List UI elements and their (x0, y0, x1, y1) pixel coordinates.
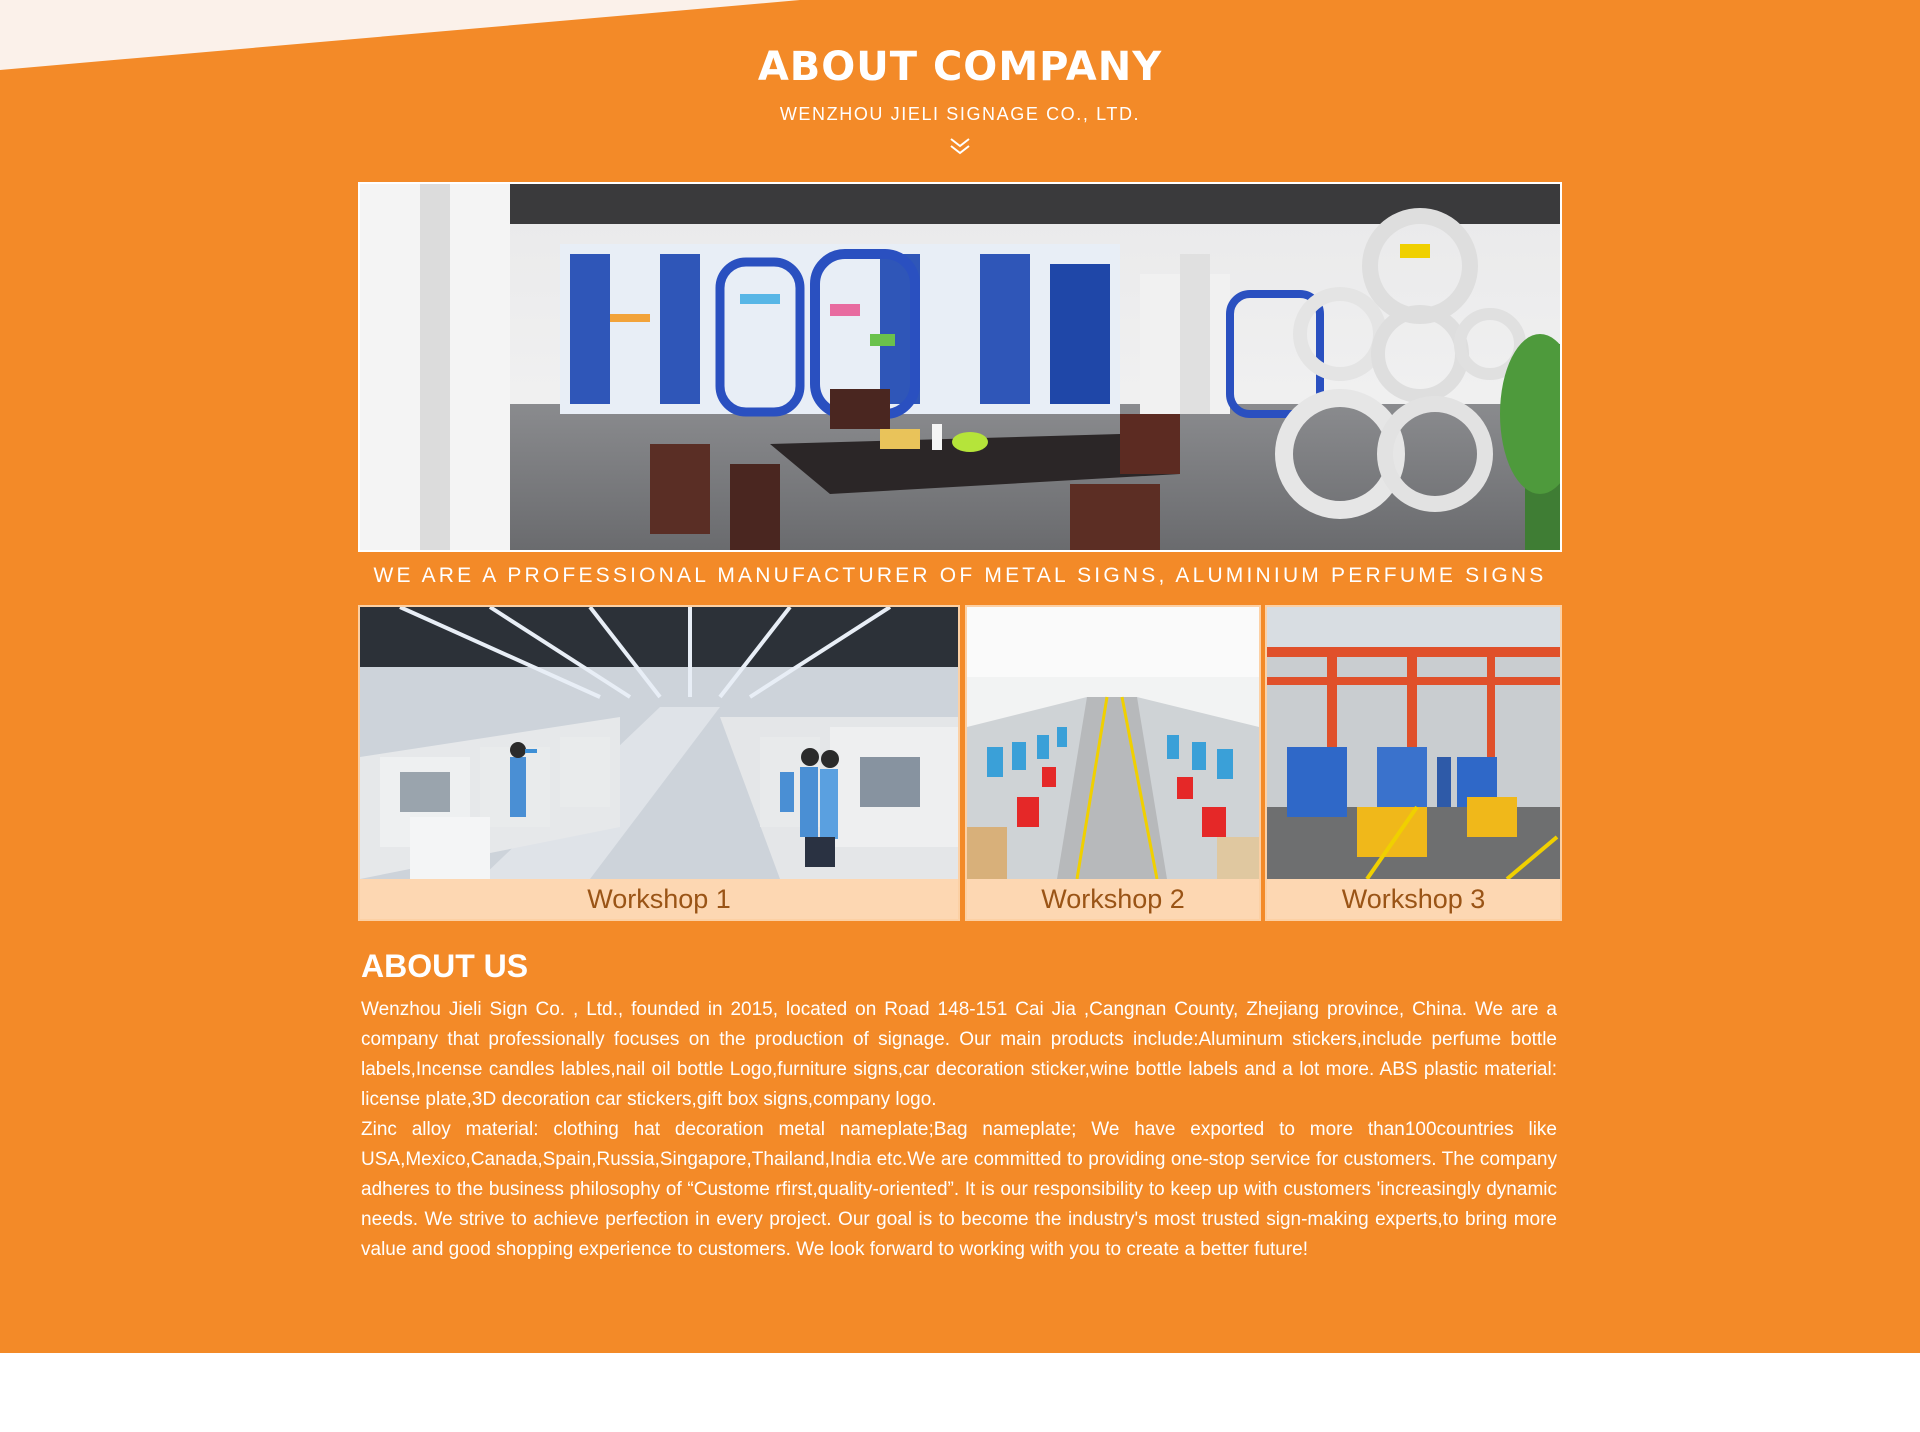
about-us-heading: ABOUT US (361, 948, 529, 984)
workshop-photo (360, 607, 958, 879)
section-subtitle: WENZHOU JIELI SIGNAGE CO., LTD. (779, 104, 1141, 124)
tagline: WE ARE A PROFESSIONAL MANUFACTURER OF METAL SIGNS, ALUMINIUM PERFUME SIGNS (373, 564, 1547, 587)
showroom-photo (358, 182, 1562, 552)
workshop-photo (1267, 607, 1560, 879)
workshop-caption: Workshop 2 (967, 879, 1259, 919)
double-chevron-down-icon (948, 136, 972, 156)
about-paragraph-2: Zinc alloy material: clothing hat decoration metal nameplate;Bag nameplate; We have exported to more than100countries like USA,Mexico,Canada,Spain,Russia,Singapore,Thailand,India etc.We are committed to providing one-stop service for customers. The company adheres to the business philosophy of “Custome rfirst,quality-oriented”. It is our responsibility to keep up with customers 'increasingly dynamic needs. We strive to achieve perfection in every project. Our goal is to become the industry's most trusted sign-making experts,to bring more value and good shopping experience to customers. We look forward to working with you to create a better future! (361, 1119, 1557, 1260)
workshop-caption: Workshop 1 (360, 879, 958, 919)
section-title: ABOUT COMPANY (757, 44, 1163, 90)
workshop-photo (967, 607, 1259, 879)
workshop-card-1 (358, 605, 960, 921)
workshop-card-3 (1265, 605, 1562, 921)
about-paragraph-1: Wenzhou Jieli Sign Co. , Ltd., founded in 2015, located on Road 148-151 Cai Jia ,Cangnan County, Zhejiang province, China. We are a company that professionally focuses on the production of signage. Our main products include:Aluminum stickers,include perfume bottle labels,Incense candles lables,nail oil bottle Logo,furniture signs,car decoration sticker,wine bottle labels and a lot more. ABS plastic material: license plate,3D decoration car stickers,gift box signs,company logo. (361, 999, 1557, 1110)
workshop-card-2 (965, 605, 1261, 921)
workshop-caption: Workshop 3 (1267, 879, 1560, 919)
